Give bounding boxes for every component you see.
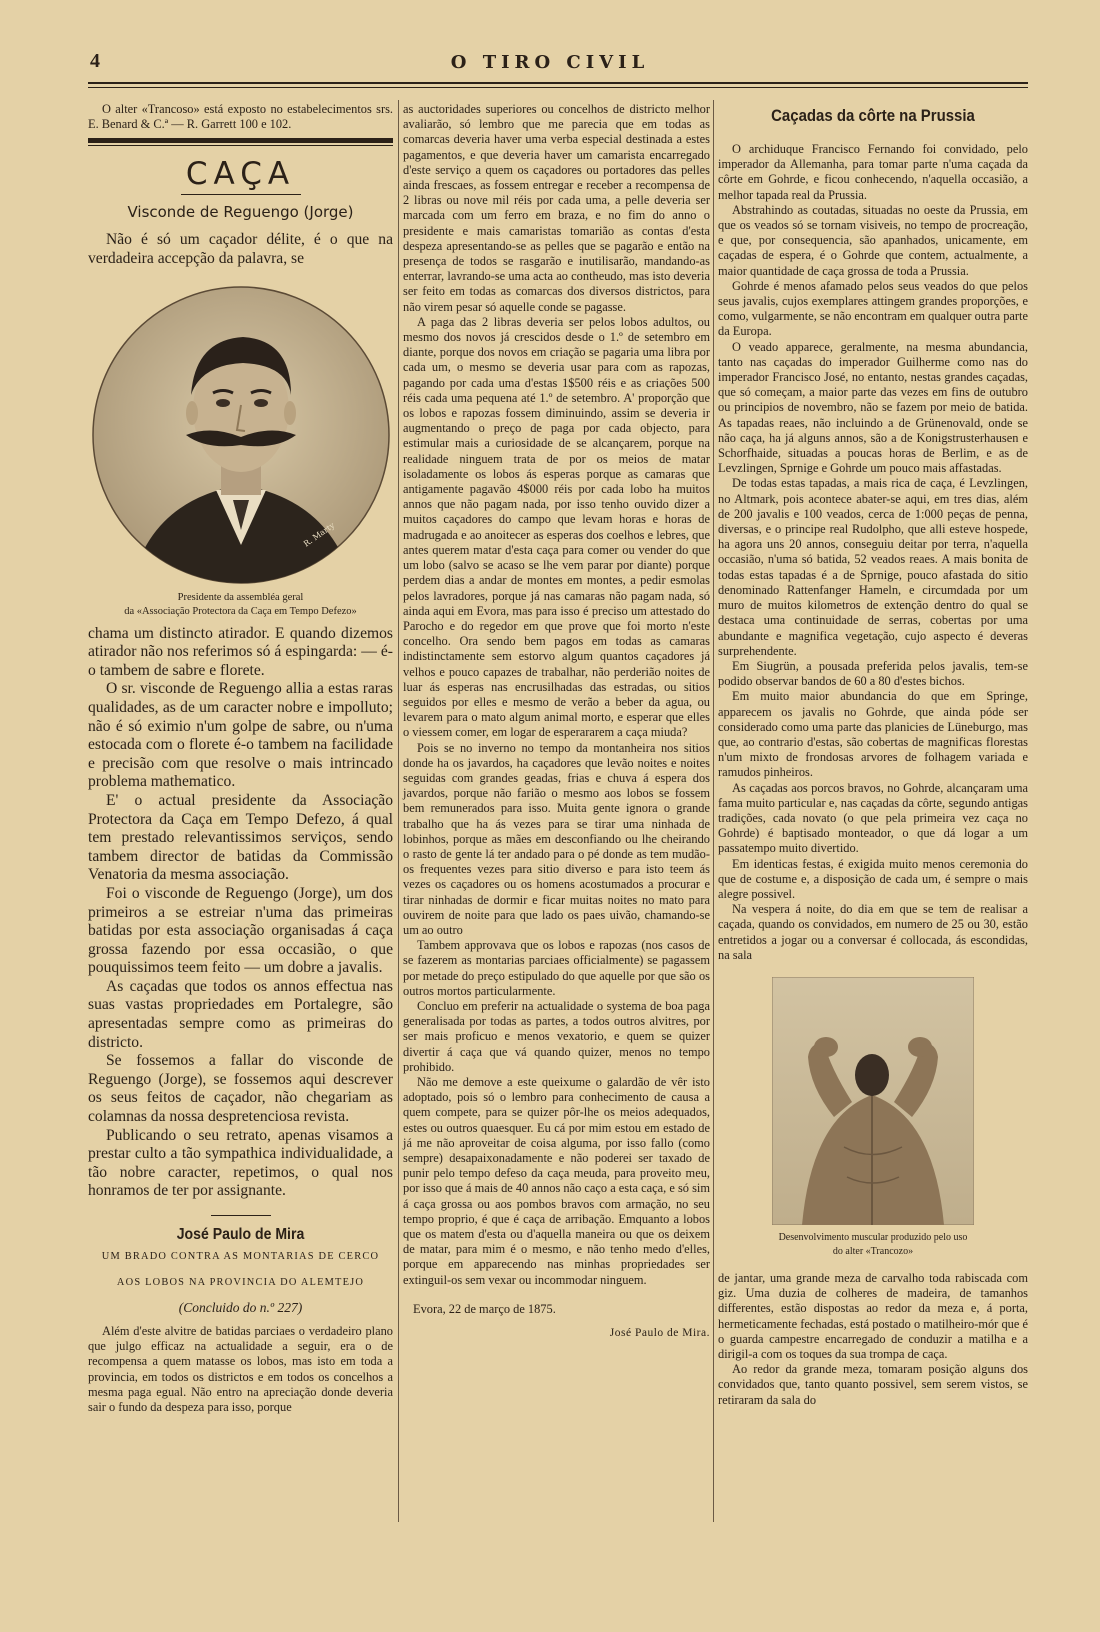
photo-caption bbox=[718, 1231, 1028, 1259]
intro-notice: O alter «Trancoso» está exposto no estabelecimentos srs. E. Benard & C.ª — R. Garrett 100 e 102. bbox=[88, 102, 393, 132]
column-divider bbox=[398, 100, 399, 1522]
paragraph: Abstrahindo as coutadas, situadas no oeste da Prussia, em que os veados só se tornam visiveis, no tempo de procreação, e que, por consequencia, são apanhados, unicamente, em caçadas de espera, é o Gohrde que contem, actualmente, a maior quantidade de caça grossa de toda a Prussia. bbox=[718, 202, 1028, 278]
paragraph: As caçadas aos porcos bravos, no Gohrde, alcançaram uma fama muito particular e, nas caçadas da côrte, segundo antigas tradições, cada novato (o que pela primeira vez caça no Gohrde) é baptisado monteador, o que dá logar a um passatempo muito divertido. bbox=[718, 780, 1028, 856]
paragraph: O sr. visconde de Reguengo allia a estas raras qualidades, as de um caracter nobre e impolluto; não é só eximio n'um golpe de sabre, ou n'uma estocada com o florete é-o tambem na facilidade e precisão com que resolve o mais intrincado problema mathematico. bbox=[88, 680, 393, 791]
paragraph: Não me demove a este queixume o galardão de vêr isto adoptado, pois só o lembro para conhecimento de causa a quem compete, para se quizer pôr-lhe os meios adequados, estes ou outros quaesquer. Eu cá por mim estou em estado de já me não aproveitar de coisa alguma, por isso fallo (como sempre) desapaixonadamente e não poderei ser taxado de punir pelo tempo defeso da caça meuda, para proveito meu, por isso que á mais de 40 annos não caço a esta caça, e só sim á caça grossa ou aos pombos bravos com armação, no seu tempo proprio, é que é caça de arribação. Emquanto a lobos que os matem d'esta ou d'aquella maneira ou que os deixem de matar, para mim é o mesmo, e não tenho medo d'elles, porque em apparecendo nas minhas propriedades ser extinguil-os sem vexar ou incommodar ninguem. bbox=[403, 1075, 710, 1287]
section-title: CAÇA bbox=[185, 156, 296, 193]
paragraph: Ao redor da grande meza, tomaram posição alguns dos convidados que, tanto quanto possivel, sem serem vistos, se retiraram da sala do bbox=[718, 1362, 1028, 1407]
paragraph: de jantar, uma grande meza de carvalho toda rabiscada com giz. Uma duzia de colheres de madeira, de tamanhos differentes, estão dispostas ao redor da meza e, á porta, hermeticamente fechadas, está postado o matilheiro-mór que é o guarda campestre encarregado de conduzir a matilha e a dirigil-a com os toques da sua trompa de caça. bbox=[718, 1270, 1028, 1361]
photo-caption bbox=[88, 591, 393, 619]
dateline: Evora, 22 de março de 1875. bbox=[413, 1301, 556, 1316]
section-rule bbox=[88, 138, 393, 143]
article-title: Caçadas da côrte na Prussia bbox=[771, 106, 975, 125]
page-number: 4 bbox=[90, 50, 100, 72]
paragraph: As caçadas que todos os annos effectua nas suas vastas propriedades em Portalegre, são apresentadas sempre como as primeiras do districto. bbox=[88, 977, 393, 1051]
paragraph: E' o actual presidente da Associação Protectora da Caça em Tempo Defezo, á qual tem prestado relevantissimos serviços, sendo tambem director de batidas da Commissão Venatoria da mesma associação. bbox=[88, 791, 393, 884]
column-3 bbox=[718, 102, 1028, 1408]
column-divider bbox=[713, 100, 714, 1522]
paragraph: Concluo em preferir na actualidade o systema de boa paga generalisada por todas as partes, a todos outros alvitres, por ser mais proficuo e menos vexatorio, e quem se quizer divertir á caça que vá quando quizer, menos no tempo prohibido. bbox=[403, 998, 710, 1074]
author-signature: José Paulo de Mira. bbox=[609, 1326, 710, 1339]
publication-title: O TIRO CIVIL bbox=[450, 52, 650, 73]
paragraph: chama um distincto atirador. E quando dizemos atirador não nos referimos só á espingarda: — é-o tambem de sabre e florete. bbox=[88, 624, 393, 679]
header-rule-thin bbox=[88, 87, 1028, 88]
continuation-note: (Concluido do n.º 227) bbox=[178, 1300, 303, 1315]
paragraph: Em muito maior abundancia do que em Springe, apparecem os javalis no Gohrde, que ainda póde ser considerado como uma parte das planicies de Lüneburgo, mas que, ao contrario d'estas, são cobertas de magnificas florestas n'um mixto de frondosas arvores de folhagem variada e ramudos pinheiros. bbox=[718, 689, 1028, 780]
paragraph: Tambem approvava que os lobos e rapozas (nos casos de se fazerem as montarias parciaes officialmente) se pagassem por metade do preço estipulado do que aquelle por que são os outros mortos particularmente. bbox=[403, 938, 710, 998]
paragraph: as auctoridades superiores ou concelhos de districto melhor avaliarão, só lembro que me parecia que em todas as comarcas deveria haver uma verba especial destinada a estes pagamentos, e que deveria haver um camarista encarregado d'este serviço a quem os caçadores ou portadores das pelles ainda frescaes, as fossem entregar e receber a recompensa de 2 libras ou nove mil réis por cada uma, a pelle deveria ser marcada com um ferro em braza, e no fim do anno o presidente e mais camaristas tomarião as contas d'esta despeza apresentando-se as pelles que se pagarão e então na presença de todos se rasgarão e inutilisarão, mandando-as enterrar, lavrando-se uma acta ao contheudo, mas isto deveria ser feito em todas as comarcas dos diversos districtos, para não virem pesar só aquelle conde se pagasse. bbox=[403, 102, 710, 314]
title-underline bbox=[181, 194, 301, 195]
photo-caption-line: Presidente da assembléa geral bbox=[177, 591, 304, 603]
paragraph: Se fossemos a fallar do visconde de Reguengo (Jorge), se fossemos aqui descrever os seus feitos de caçador, não chegariam as colamnas da nossa despretenciosa revista. bbox=[88, 1052, 393, 1126]
photo-caption-line: Desenvolvimento muscular produzido pelo uso bbox=[778, 1231, 968, 1243]
paragraph: Publicando o seu retrato, apenas visamos a prestar culto a tão sympathica individualidade, a tão nobre caracter, repetimos, o qual nos honramos de ter por assignante. bbox=[88, 1126, 393, 1200]
article-separator bbox=[211, 1215, 271, 1216]
article-title-line: AOS LOBOS NA PROVINCIA DO ALEMTEJO bbox=[116, 1277, 365, 1288]
paragraph: Foi o visconde de Reguengo (Jorge), um dos primeiros a se estreiar n'uma das primeiras batidas por esta associação organisadas á caça grossa fazendo por essa occasião, o que pouquissimos teem feito — um dobre a javalis. bbox=[88, 884, 393, 977]
athlete-photo bbox=[772, 977, 974, 1225]
lead-paragraph: Não é só um caçador délite, é o que na verdadeira accepção da palavra, se bbox=[88, 231, 393, 267]
column-1 bbox=[88, 102, 393, 1415]
photo-signature: R. Marty bbox=[301, 520, 336, 549]
paragraph: De todas estas tapadas, a mais rica de caça, é Levzlingen, no Altmark, pois acontece abater-se aqui, em tres dias, além de 200 javalis e 100 veados, cerca de 1:000 peças de penna, diversas, e o principe real Rudolpho, que alli esteve hospede, ha agora uns 20 annos, conseguiu deitar por terra, n'aquella occasião, n'uma só batida, 52 veados reaes. A mais bonita de todas estas tapadas é a de Sprnige, pouco afastada do sitio denominado Rattenfanger Hameln, e circumdada por um muro de muitos kilometros de extenção dentro do qual se destaca uma continuidade de serras, cobertas por uma abundante e magnifica vegetação, cujo aspecto é deveras surprehendente. bbox=[718, 476, 1028, 658]
section-rule-thin bbox=[88, 145, 393, 146]
paragraph: O archiduque Francisco Fernando foi convidado, pelo imperador da Allemanha, para tomar parte n'uma caçada da côrte em Gohrde, e ficou conhecendo, n'aquella occasião, a melhor tapada real da Prussia. bbox=[718, 142, 1028, 202]
photo-caption-line: do alter «Trancozo» bbox=[832, 1245, 914, 1257]
author-heading: José Paulo de Mira bbox=[176, 1226, 305, 1243]
paragraph: Gohrde é menos afamado pelos seus veados do que pelos seus javalis, cujos exemplares attingem grandes proporções, e como, vulgarmente, se não encontram em qualquer outra parte da Europa. bbox=[718, 278, 1028, 339]
paragraph: A paga das 2 libras deveria ser pelos lobos adultos, ou mesmo dos novos já crescidos desde o 1.º de setembro em diante, porque dos novos em criação se pagaria uma libra por cada um, o mesmo se deveria usar para com as rapozas, pagando por cada uma d'estas 1$500 réis e as criações 500 réis cada uma pequena até 1.º de setembro. A' proporção que os lobos e rapozas fossem diminuindo, assim se deveria ir augmentando o preço de paga por cada objecto, para estimular mais a curiosidade de se alcançarem, porque na realidade ninguem trata de por os meios de matar isoladamente os lobos ás esperas porque as camaras que antigamente pagavão 4$000 réis por cada lobo ha muitos annos que não pagam nada, por isso tenho ouvido dizer a muitos caçadores do campo que levam horas e horas de madrugada e ao anoitecer as esperas dos coelhos e lebres, que antes querem matar d'esta caça para comer ou vender do que um lobo (salvo se acaso se lhe vem parar por diante) porque perdem dias a andar de montes em montes, a pedir esmolas pelos lavradores, porque já nas camaras não pagam nada, só ainda aqui em Evora, mas para isso é preciso um attestado do Parocho e do regedor em que prove que foi morto n'este concelho. Ora sendo bem pagos em todas as camaras indistinctamente sem estorvo algum quantos caçadores já velhos e pouco capazes de trabalhar, não perderião noites de luar ás esperas nas encrusilhadas das estradas, ou sitios seguidos por elles e mesmo de verão a beber da agua, ou levarem para o mato algum animal morto, e esperar que elles o viessem comer, em logar de esperararem a caça miuda? bbox=[403, 314, 710, 740]
article-title-line: UM BRADO CONTRA AS MONTARIAS DE CERCO bbox=[101, 1251, 380, 1262]
header-rule bbox=[88, 82, 1028, 84]
paragraph: Além d'este alvitre de batidas parciaes o verdadeiro plano que julgo efficaz na actualidade a seguir, era o de recompensa a quem matasse os lobos, mas isto em toda a provincia, em todos os districtos e em todos os concelhos a mesma paga egual. Não entro na apreciação donde deveria sair o fundo da despeza para isso, porque bbox=[88, 1324, 393, 1415]
article-subtitle: Visconde de Reguengo (Jorge) bbox=[127, 203, 354, 222]
paragraph: O veado apparece, geralmente, na mesma abundancia, tanto nas caçadas do imperador Guilherme como nas do imperador Francisco José, no entanto, nestas grandes caçadas, que só começam, a maior parte das vezes em fins de outubro ou principios de novembro, não se fazem por meio de batida. As tapadas reaes, não incluindo a de Grünenovald, onde se não caça, ha já alguns annos, são a de Konigstrusterhausen e Schorfhaide, situadas a poucas horas de Berlim, e as de Levzlingen, Sprnige e Gohrde um pouco mais affastadas. bbox=[718, 339, 1028, 476]
paragraph: Na vespera á noite, do dia em que se tem de realisar a caçada, quando os convidados, em numero de 25 ou 30, estão entretidos a jogar ou a conversar é collocada, ás escondidas, na sala bbox=[718, 902, 1028, 962]
paragraph: Em identicas festas, é exigida muito menos ceremonia do que de costume e, a disposição de cada um, é sempre o mais alegre possivel. bbox=[718, 856, 1028, 901]
photo-caption-line: da «Associação Protectora da Caça em Tempo Defezo» bbox=[124, 605, 357, 617]
paragraph: Em Siugrün, a pousada preferida pelos javalis, tem-se podido observar bandos de 60 a 80 d'estes bichos. bbox=[718, 658, 1028, 689]
column-2 bbox=[403, 102, 710, 1339]
paragraph: Pois se no inverno no tempo da montanheira nos sitios donde ha os javardos, ha caçadores que levão noites e noites seguidas com grandes geadas, frias e chuva á espera dos javardos, porque não farião o mesmo aos lobos se fossem bem remunerados para isso. Muita gente ignora o grande trabalho que ha ás vezes para se tirar uma ninhada de lobinhos, porque as mães em desconfiando ou lhe cheirando o rasto de gente lá ter andado para o pé donde as tem mudão-os frequentes vezes para sitio diverso e para isto teem ás vezes os caçadores ou os homens acostumados a procurar e tirar ninhadas de dormir e ficar muitas noites no mato para ouvirem de noite para que lado os paes uivão, chamando-se um ao outro bbox=[403, 740, 710, 937]
portrait-photo bbox=[91, 285, 391, 585]
